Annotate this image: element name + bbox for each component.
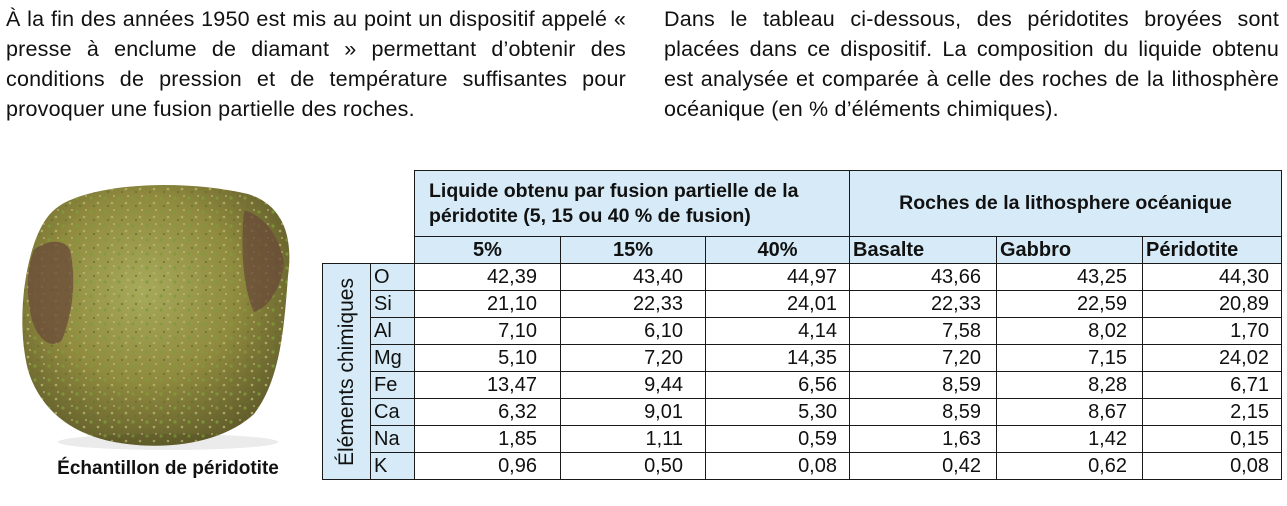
- value-cell: 1,11: [561, 426, 706, 453]
- value-cell: 7,20: [561, 345, 706, 372]
- value-cell: 13,47: [415, 372, 561, 399]
- value-cell: 0,50: [561, 453, 706, 480]
- table-row: [323, 426, 1282, 453]
- value-cell: 1,70: [1143, 318, 1282, 345]
- subheader-gabbro: Gabbro: [997, 237, 1143, 264]
- value-cell: 24,01: [706, 291, 850, 318]
- header-liquid: Liquide obtenu par fusion partielle de la péridotite (5, 15 ou 40 % de fusion): [415, 171, 850, 237]
- value-cell: 0,15: [1143, 426, 1282, 453]
- value-cell: 20,89: [1143, 291, 1282, 318]
- table-row: [323, 399, 1282, 426]
- value-cell: 8,67: [997, 399, 1143, 426]
- subheader-peridotite: Péridotite: [1143, 237, 1282, 264]
- value-cell: 43,40: [561, 264, 706, 291]
- table-row: [323, 264, 1282, 291]
- value-cell: 6,71: [1143, 372, 1282, 399]
- element-cell: Na: [371, 426, 415, 453]
- element-cell: Al: [371, 318, 415, 345]
- table-row: [323, 453, 1282, 480]
- value-cell: 24,02: [1143, 345, 1282, 372]
- table-corner: [323, 171, 415, 264]
- element-cell: Si: [371, 291, 415, 318]
- subheader-basalte: Basalte: [850, 237, 997, 264]
- subheader-15pct: 15%: [561, 237, 706, 264]
- value-cell: 7,58: [850, 318, 997, 345]
- value-cell: 43,66: [850, 264, 997, 291]
- value-cell: 0,62: [997, 453, 1143, 480]
- intro-paragraph-right: Dans le tableau ci-dessous, des péridotites broyées sont placées dans ce dispositif. La composition du liquide obtenu est analysée et comparée à celle des roches de la lithosphère océanique (en % d’éléments chimiques).: [664, 7, 1279, 121]
- composition-table: [322, 170, 1282, 480]
- value-cell: 44,30: [1143, 264, 1282, 291]
- value-cell: 0,96: [415, 453, 561, 480]
- value-cell: 1,63: [850, 426, 997, 453]
- value-cell: 44,97: [706, 264, 850, 291]
- subheader-5pct: 5%: [415, 237, 561, 264]
- value-cell: 6,10: [561, 318, 706, 345]
- value-cell: 1,85: [415, 426, 561, 453]
- value-cell: 4,14: [706, 318, 850, 345]
- value-cell: 0,08: [706, 453, 850, 480]
- value-cell: 9,44: [561, 372, 706, 399]
- element-cell: Fe: [371, 372, 415, 399]
- value-cell: 0,08: [1143, 453, 1282, 480]
- value-cell: 22,59: [997, 291, 1143, 318]
- row-label-vertical: [323, 264, 371, 480]
- value-cell: 14,35: [706, 345, 850, 372]
- value-cell: 8,59: [850, 399, 997, 426]
- value-cell: 7,10: [415, 318, 561, 345]
- value-cell: 5,30: [706, 399, 850, 426]
- value-cell: 6,32: [415, 399, 561, 426]
- value-cell: 43,25: [997, 264, 1143, 291]
- peridotite-photo: [18, 180, 298, 452]
- table-row: [323, 372, 1282, 399]
- value-cell: 22,33: [850, 291, 997, 318]
- element-cell: Ca: [371, 399, 415, 426]
- value-cell: 0,59: [706, 426, 850, 453]
- value-cell: 6,56: [706, 372, 850, 399]
- table-row: [323, 291, 1282, 318]
- value-cell: 9,01: [561, 399, 706, 426]
- value-cell: 8,59: [850, 372, 997, 399]
- value-cell: 21,10: [415, 291, 561, 318]
- element-cell: Mg: [371, 345, 415, 372]
- value-cell: 0,42: [850, 453, 997, 480]
- value-cell: 5,10: [415, 345, 561, 372]
- table-row: [323, 318, 1282, 345]
- element-cell: O: [371, 264, 415, 291]
- value-cell: 8,02: [997, 318, 1143, 345]
- element-cell: K: [371, 453, 415, 480]
- value-cell: 7,15: [997, 345, 1143, 372]
- value-cell: 8,28: [997, 372, 1143, 399]
- intro-paragraph-left: À la fin des années 1950 est mis au point un dispositif appelé « presse à enclume de diamant » permettant d’obtenir des conditions de pression et de température suffisantes pour provoquer une fusion partielle des roches.: [6, 7, 626, 121]
- table-row: [323, 345, 1282, 372]
- value-cell: 22,33: [561, 291, 706, 318]
- header-rocks: Roches de la lithosphere océanique: [850, 171, 1282, 237]
- value-cell: 7,20: [850, 345, 997, 372]
- photo-caption: Échantillon de péridotite: [57, 458, 279, 479]
- row-label-text: Éléments chimiques: [334, 277, 358, 466]
- value-cell: 1,42: [997, 426, 1143, 453]
- value-cell: 2,15: [1143, 399, 1282, 426]
- subheader-40pct: 40%: [706, 237, 850, 264]
- value-cell: 42,39: [415, 264, 561, 291]
